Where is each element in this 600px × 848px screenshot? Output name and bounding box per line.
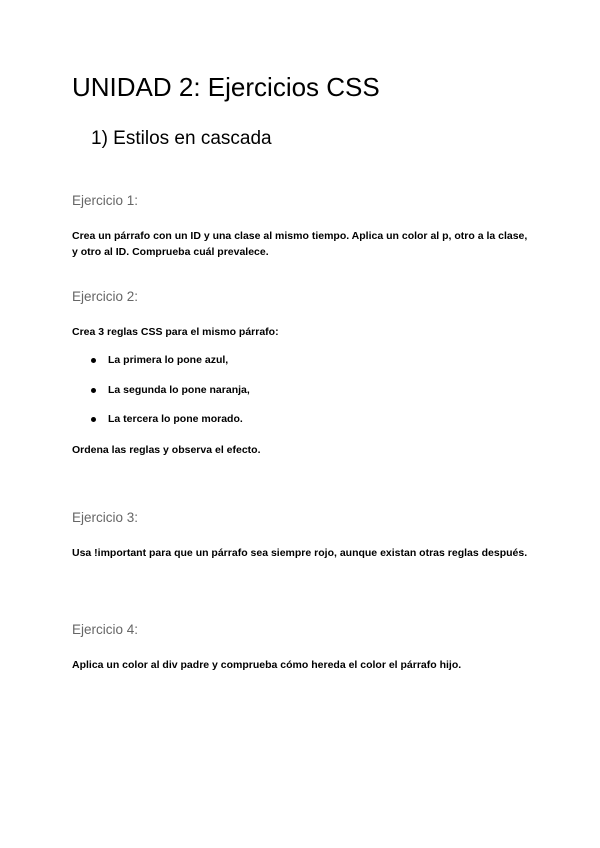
section-heading: 1) Estilos en cascada (91, 128, 272, 149)
document-title: UNIDAD 2: Ejercicios CSS (72, 72, 380, 102)
exercise-3-text: Usa !important para que un párrafo sea siempre rojo, aunque existan otras reglas después. (72, 547, 528, 559)
exercise-2-title: Ejercicio 2: (72, 289, 139, 304)
exercise-4-text: Aplica un color al div padre y comprueba cómo hereda el color el párrafo hijo. (72, 659, 462, 671)
bullet-icon (91, 358, 96, 363)
exercise-2-closing: Ordena las reglas y observa el efecto. (72, 444, 261, 456)
exercise-1-title: Ejercicio 1: (72, 193, 139, 208)
list-item (91, 354, 228, 366)
list-item-label: La segunda lo pone naranja, (108, 384, 250, 396)
exercise-1-text: Crea un párrafo con un ID y una clase al mismo tiempo. Aplica un color al p, otro a la clase, y otro al ID. Comprueba cuál prevalece. (72, 230, 528, 258)
exercise-3-title: Ejercicio 3: (72, 510, 139, 525)
exercise-2-text: Crea 3 reglas CSS para el mismo párrafo: (72, 326, 279, 338)
list-item-label: La primera lo pone azul, (108, 354, 229, 366)
list-item (91, 384, 250, 396)
list-item-label: La tercera lo pone morado. (108, 413, 243, 425)
exercise-4-title: Ejercicio 4: (72, 622, 139, 637)
list-item (91, 413, 243, 425)
bullet-icon (91, 417, 96, 422)
bullet-icon (91, 388, 96, 393)
